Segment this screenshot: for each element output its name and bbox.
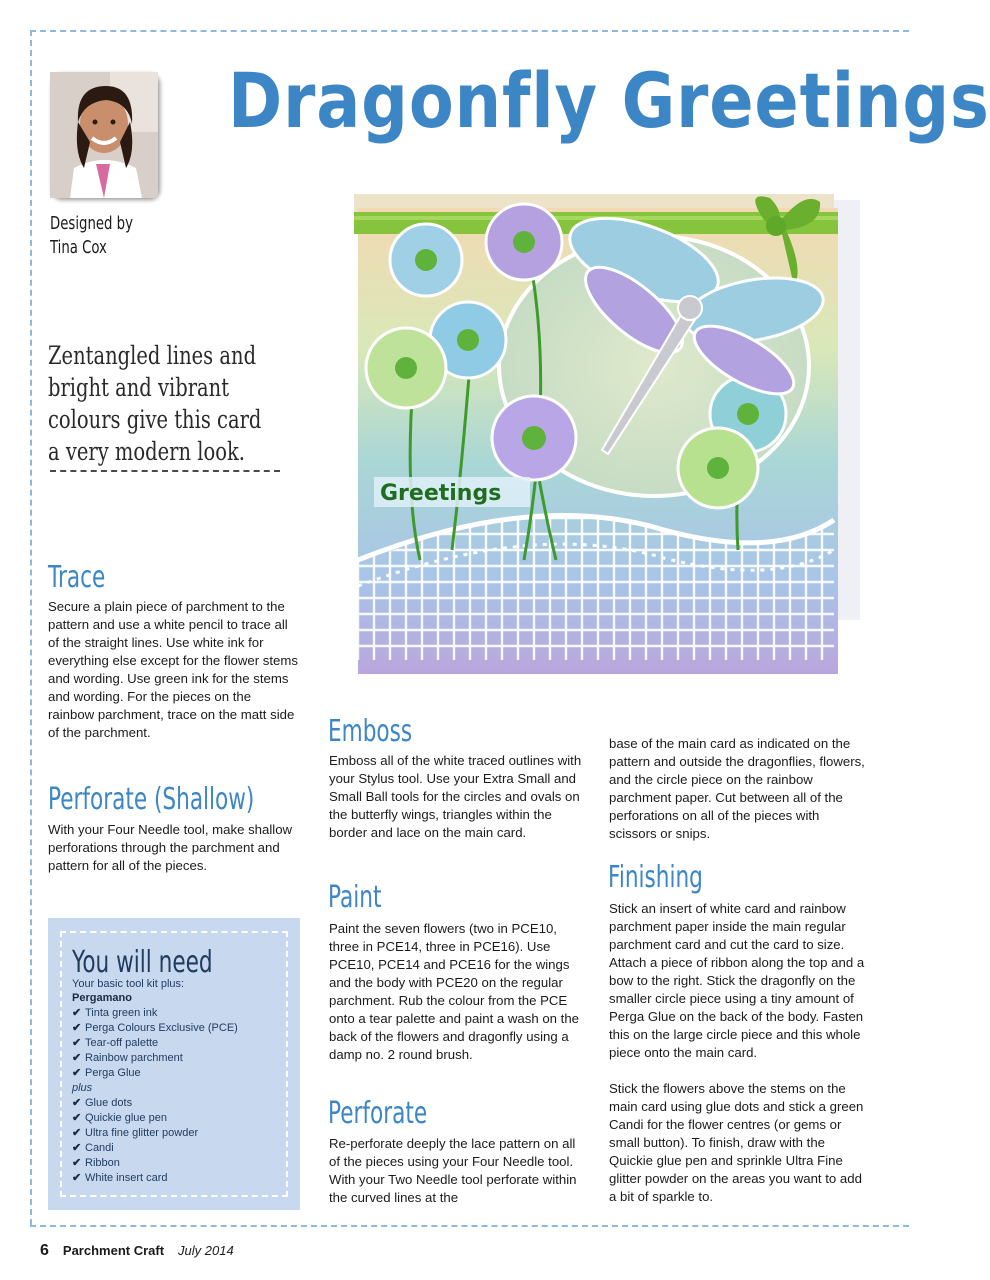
card-photo	[334, 190, 864, 670]
page-title: Dragonfly Greetings	[228, 56, 990, 145]
trace-body: Secure a plain piece of parchment to the pattern and use a white pencil to trace all of the straight lines. Use white ink for everything else except for the flower stems and wording. Use green ink for the stems and wording. For the pieces on the rainbow parchment, trace on the matt side of the parchment.	[48, 599, 298, 740]
check-icon: ✔	[72, 1067, 82, 1079]
perforate-body-continued: base of the main card as indicated on the pattern and outside the dragonflies, flowers, and the circle piece on the rainbow parchment paper. Cut between all of the perforations on all of the pieces with scissors or snips.	[609, 736, 865, 841]
check-icon: ✔	[72, 1127, 82, 1139]
issue-date: July 2014	[178, 1243, 234, 1258]
materials-group-plus: plus	[72, 1082, 93, 1094]
trace-heading: Trace	[48, 560, 106, 595]
finishing-heading: Finishing	[608, 860, 703, 895]
emboss-heading: Emboss	[328, 714, 413, 749]
designer-credit	[50, 212, 133, 260]
perforate-shallow-body: With your Four Needle tool, make shallow perforations through the parchment and pattern for all of the pieces.	[48, 822, 293, 873]
card-greetings-text: Greetings	[380, 481, 502, 506]
materials-group-pergamano: Pergamano	[72, 992, 132, 1004]
list-item: ✔ Tinta green ink	[72, 1007, 158, 1019]
check-icon: ✔	[72, 1142, 82, 1154]
dashed-border-bottom	[30, 1225, 909, 1227]
perforate-body: Re-perforate deeply the lace pattern on all of the pieces using your Four Needle tool. With your Two Needle tool perforate within the curved lines at the	[329, 1136, 577, 1205]
check-icon: ✔	[72, 1052, 82, 1064]
finishing-body-2: Stick the flowers above the stems on the main card using glue dots and stick a green Candi for the flower centres (or gems or small button). To finish, draw with the Quickie glue pen and sprinkle Ultra Fine glitter powder on the areas you want to add a bit of sparkle to.	[609, 1081, 864, 1204]
page-number: 6	[40, 1242, 49, 1259]
perforate-heading: Perforate	[328, 1096, 428, 1131]
check-icon: ✔	[72, 1097, 82, 1109]
list-item: ✔ Quickie glue pen	[72, 1112, 167, 1124]
check-icon: ✔	[72, 1172, 82, 1184]
magazine-name: Parchment Craft	[62, 1243, 165, 1258]
list-item: ✔ Perga Colours Exclusive (PCE)	[72, 1022, 238, 1034]
paint-body: Paint the seven flowers (two in PCE10, three in PCE14, three in PCE16). Use PCE10, PCE14 and PCE16 for the wings and the body with PCE20 on the regular parchment. Rub the colour from the PCE onto a tear palette and paint a wash on the back of the flowers and dragonfly using a damp no. 2 round brush.	[329, 921, 580, 1062]
you-will-need-title: You will need	[72, 945, 213, 980]
list-item: ✔ Ribbon	[72, 1157, 120, 1169]
list-item: ✔ Tear-off palette	[72, 1037, 159, 1049]
paint-heading: Paint	[328, 880, 382, 915]
perforate-shallow-heading: Perforate (Shallow)	[48, 782, 255, 817]
list-item: ✔ Candi	[72, 1142, 114, 1154]
check-icon: ✔	[72, 1037, 82, 1049]
finishing-body: Stick an insert of white card and rainbow parchment paper inside the main regular parchment card and cut the card to size. Attach a piece of ribbon along the top and a bow to the right. Stick the dragonfly on the smaller circle piece using a tiny amount of Perga Glue on the back of the body. Fasten this on the large circle piece and this whole piece onto the main card.	[609, 901, 865, 1060]
designer-photo	[50, 72, 158, 198]
materials-list	[72, 991, 238, 1186]
page-footer	[40, 1242, 234, 1260]
intro-divider	[50, 470, 280, 472]
check-icon: ✔	[72, 1157, 82, 1169]
list-item: ✔ Glue dots	[72, 1097, 133, 1109]
list-item: ✔ Rainbow parchment	[72, 1052, 183, 1064]
check-icon: ✔	[72, 1112, 82, 1124]
dashed-border-left	[30, 30, 32, 1225]
designer-line1: Designed by	[50, 213, 133, 234]
dashed-border-top	[30, 30, 909, 32]
you-will-need-subtitle: Your basic tool kit plus:	[72, 978, 185, 990]
list-item: ✔ White insert card	[72, 1172, 168, 1184]
emboss-body: Emboss all of the white traced outlines with your Stylus tool. Use your Extra Small and Small Ball tools for the circles and ovals on the butterfly wings, triangles within the border and lace on the main card.	[329, 753, 582, 840]
check-icon: ✔	[72, 1007, 82, 1019]
check-icon: ✔	[72, 1022, 82, 1034]
intro-text: Zentangled lines and bright and vibrant colours give this card a very modern look.	[48, 341, 262, 466]
list-item: ✔ Ultra fine glitter powder	[72, 1127, 199, 1139]
list-item: ✔ Perga Glue	[72, 1067, 141, 1079]
designer-name: Tina Cox	[50, 237, 107, 258]
